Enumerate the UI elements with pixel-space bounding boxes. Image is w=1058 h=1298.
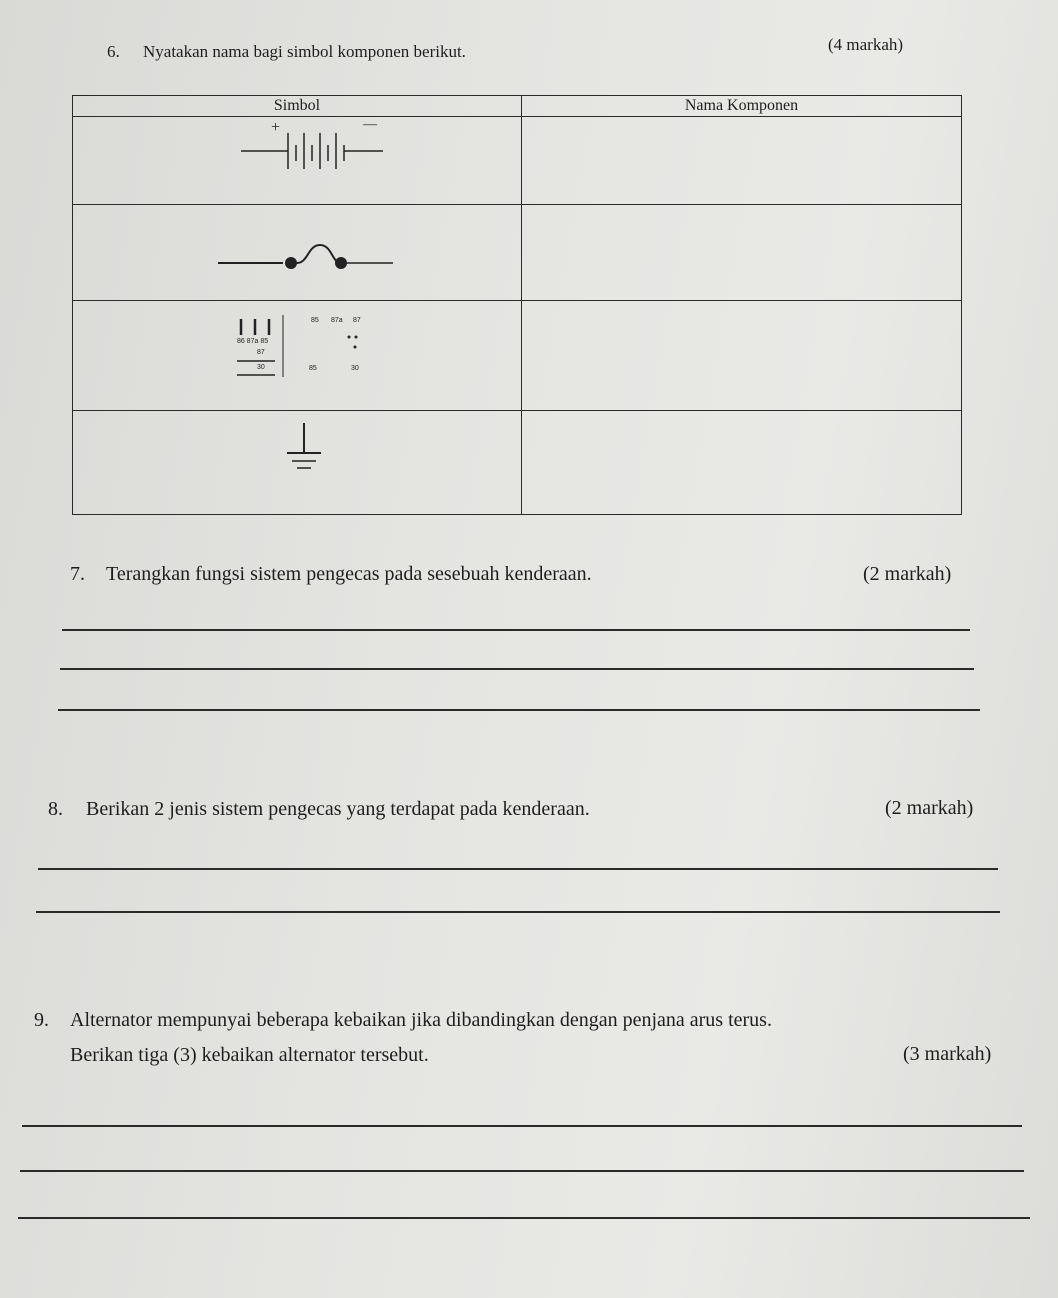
header-nama-komponen: Nama Komponen	[522, 96, 962, 117]
q6-number: 6.	[107, 42, 120, 61]
component-table	[72, 95, 962, 515]
answer-cell-4	[522, 411, 962, 515]
fuse-symbol-icon	[213, 235, 403, 275]
answer-line-q9-2	[20, 1170, 1024, 1172]
relay-label-right-top-2: 87a	[331, 317, 343, 324]
q9-marks: (3 markah)	[903, 1043, 992, 1065]
symbol-fuse-cell	[73, 205, 522, 301]
answer-cell-2	[522, 205, 962, 301]
q6-text: Nyatakan nama bagi simbol komponen berikut.	[143, 42, 466, 61]
answer-line-q7-2	[60, 668, 974, 670]
q8-text: Berikan 2 jenis sistem pengecas yang terdapat pada kenderaan.	[86, 798, 590, 820]
answer-cell-3	[522, 301, 962, 411]
q8-marks: (2 markah)	[885, 797, 974, 819]
q7-marks: (2 markah)	[863, 563, 952, 585]
relay-label-left-mid: 87	[257, 349, 265, 356]
symbol-battery-cell	[73, 117, 522, 205]
relay-contact-dots-icon	[343, 331, 373, 361]
q7-number: 7.	[70, 563, 85, 585]
relay-label-right-bottom-1: 85	[309, 365, 317, 372]
relay-label-right-bottom-2: 30	[351, 365, 359, 372]
q8-number: 8.	[48, 798, 63, 820]
ground-symbol-icon	[279, 419, 329, 479]
q7-text: Terangkan fungsi sistem pengecas pada sesebuah kenderaan.	[106, 563, 592, 585]
relay-label-right-top-1: 85	[311, 317, 319, 324]
relay-label-left-bottom: 30	[257, 364, 265, 371]
answer-line-q9-3	[18, 1217, 1030, 1219]
battery-plus-label: +	[271, 119, 281, 136]
q9-line2: Berikan tiga (3) kebaikan alternator tersebut.	[70, 1044, 429, 1066]
relay-label-right-top-3: 87	[353, 317, 361, 324]
relay-label-left-top: 86 87a 85	[237, 338, 269, 345]
q6-marks: (4 markah)	[828, 35, 904, 54]
answer-cell-1	[522, 117, 962, 205]
answer-line-q7-3	[58, 709, 980, 711]
battery-minus-label: —	[363, 117, 377, 132]
answer-line-q8-2	[36, 911, 1000, 913]
symbol-ground-cell	[73, 411, 522, 515]
answer-line-q8-1	[38, 868, 998, 870]
header-simbol: Simbol	[73, 96, 522, 117]
symbol-relay-cell	[73, 301, 522, 411]
answer-line-q9-1	[22, 1125, 1022, 1127]
answer-line-q7-1	[62, 629, 970, 631]
q9-number: 9.	[34, 1009, 49, 1031]
q9-line1: Alternator mempunyai beberapa kebaikan jika dibandingkan dengan penjana arus terus.	[70, 1009, 772, 1031]
